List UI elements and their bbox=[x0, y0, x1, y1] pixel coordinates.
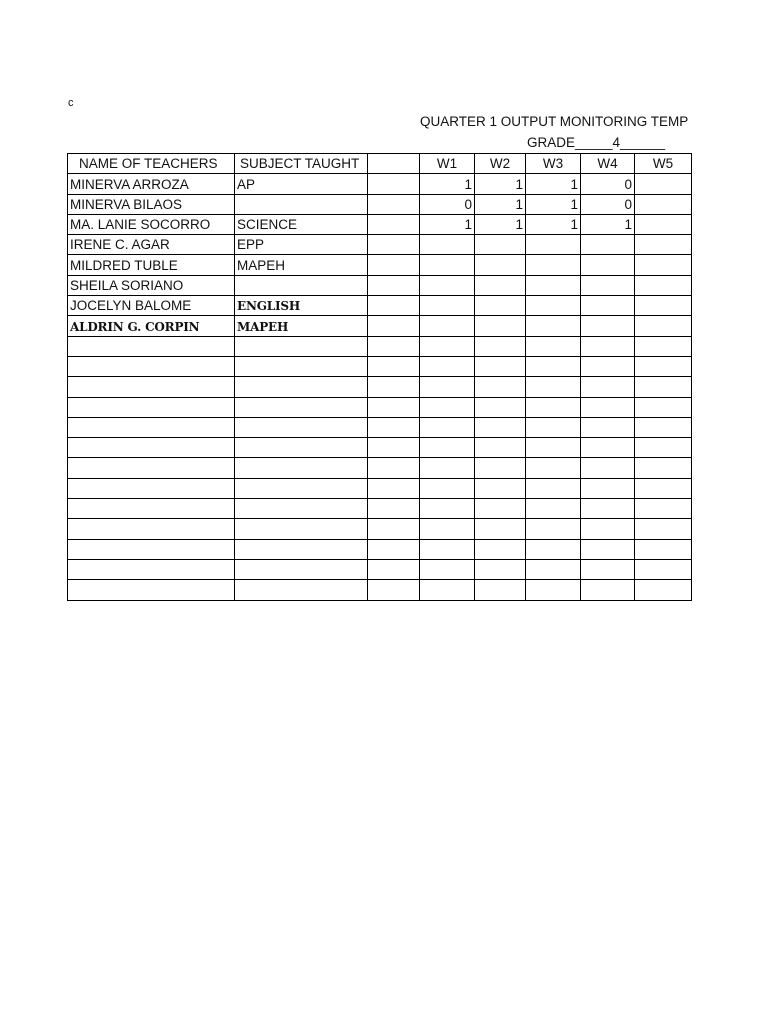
table-row bbox=[68, 397, 692, 417]
cell-w1 bbox=[420, 499, 475, 519]
cell-w5 bbox=[635, 478, 692, 498]
table-row bbox=[68, 417, 692, 437]
cell-w1 bbox=[420, 235, 475, 255]
table-row bbox=[68, 174, 692, 194]
cell-blank bbox=[368, 296, 420, 316]
cell-w3 bbox=[526, 519, 581, 539]
cell-w3 bbox=[526, 559, 581, 579]
cell-w1 bbox=[420, 559, 475, 579]
cell-w2 bbox=[475, 255, 526, 275]
cell-blank bbox=[368, 377, 420, 397]
cell-w1 bbox=[420, 255, 475, 275]
table-row bbox=[68, 194, 692, 214]
cell-w3 bbox=[526, 580, 581, 600]
cell-subject: MAPEH bbox=[235, 316, 368, 336]
cell-subject bbox=[235, 458, 368, 478]
cell-blank bbox=[368, 519, 420, 539]
header-w4: W4 bbox=[581, 154, 635, 174]
cell-w4: 0 bbox=[581, 194, 635, 214]
cell-blank bbox=[368, 214, 420, 234]
cell-subject bbox=[235, 417, 368, 437]
cell-w3 bbox=[526, 539, 581, 559]
cell-name bbox=[68, 438, 235, 458]
cell-subject bbox=[235, 519, 368, 539]
cell-w4 bbox=[581, 580, 635, 600]
cell-w1 bbox=[420, 296, 475, 316]
cell-w4 bbox=[581, 356, 635, 376]
cell-w3 bbox=[526, 377, 581, 397]
cell-blank bbox=[368, 194, 420, 214]
cell-w5 bbox=[635, 438, 692, 458]
cell-blank bbox=[368, 417, 420, 437]
cell-subject bbox=[235, 377, 368, 397]
cell-name bbox=[68, 458, 235, 478]
cell-w5 bbox=[635, 458, 692, 478]
cell-subject: AP bbox=[235, 174, 368, 194]
cell-w2 bbox=[475, 336, 526, 356]
cell-name: MINERVA ARROZA bbox=[68, 174, 235, 194]
cell-w4 bbox=[581, 559, 635, 579]
cell-w2 bbox=[475, 478, 526, 498]
table-row bbox=[68, 458, 692, 478]
cell-w2 bbox=[475, 539, 526, 559]
cell-subject: EPP bbox=[235, 235, 368, 255]
cell-w2 bbox=[475, 316, 526, 336]
cell-w2: 1 bbox=[475, 214, 526, 234]
cell-w4 bbox=[581, 458, 635, 478]
cell-w5 bbox=[635, 559, 692, 579]
cell-subject bbox=[235, 194, 368, 214]
cell-w5 bbox=[635, 316, 692, 336]
cell-w5 bbox=[635, 539, 692, 559]
cell-name bbox=[68, 336, 235, 356]
cell-w3 bbox=[526, 499, 581, 519]
cell-name bbox=[68, 580, 235, 600]
cell-w5 bbox=[635, 519, 692, 539]
table-row bbox=[68, 580, 692, 600]
cell-w1 bbox=[420, 519, 475, 539]
cell-w2 bbox=[475, 458, 526, 478]
cell-name bbox=[68, 499, 235, 519]
cell-subject: ENGLISH bbox=[235, 296, 368, 316]
cell-subject bbox=[235, 275, 368, 295]
cell-name: IRENE C. AGAR bbox=[68, 235, 235, 255]
cell-blank bbox=[368, 458, 420, 478]
cell-subject bbox=[235, 559, 368, 579]
table-row bbox=[68, 316, 692, 336]
cell-w2 bbox=[475, 235, 526, 255]
cell-w1 bbox=[420, 438, 475, 458]
cell-w5 bbox=[635, 275, 692, 295]
cell-name bbox=[68, 559, 235, 579]
cell-w5 bbox=[635, 336, 692, 356]
cell-w4 bbox=[581, 235, 635, 255]
cell-w4 bbox=[581, 255, 635, 275]
cell-name: JOCELYN BALOME bbox=[68, 296, 235, 316]
cell-name: MILDRED TUBLE bbox=[68, 255, 235, 275]
cell-w3 bbox=[526, 417, 581, 437]
grade-line: GRADE_____4______ bbox=[527, 135, 666, 150]
cell-w5 bbox=[635, 194, 692, 214]
cell-blank bbox=[368, 499, 420, 519]
cell-blank bbox=[368, 397, 420, 417]
table-row bbox=[68, 235, 692, 255]
cell-w2 bbox=[475, 296, 526, 316]
cell-w4 bbox=[581, 499, 635, 519]
cell-w1 bbox=[420, 458, 475, 478]
cell-w3 bbox=[526, 316, 581, 336]
cell-w2 bbox=[475, 559, 526, 579]
header-w5: W5 bbox=[635, 154, 692, 174]
cell-blank bbox=[368, 235, 420, 255]
cell-w1 bbox=[420, 417, 475, 437]
cell-w5 bbox=[635, 296, 692, 316]
document-title: QUARTER 1 OUTPUT MONITORING TEMP bbox=[420, 114, 689, 129]
cell-w2 bbox=[475, 356, 526, 376]
cell-w3: 1 bbox=[526, 194, 581, 214]
cell-w1: 1 bbox=[420, 214, 475, 234]
cell-w4 bbox=[581, 377, 635, 397]
cell-w4 bbox=[581, 478, 635, 498]
cell-blank bbox=[368, 478, 420, 498]
cell-name bbox=[68, 356, 235, 376]
header-subject-taught: SUBJECT TAUGHT bbox=[235, 154, 368, 174]
cell-w5 bbox=[635, 499, 692, 519]
cell-w3 bbox=[526, 235, 581, 255]
cell-w1 bbox=[420, 580, 475, 600]
cell-w2 bbox=[475, 519, 526, 539]
cell-subject bbox=[235, 397, 368, 417]
table-row bbox=[68, 255, 692, 275]
cell-w2: 1 bbox=[475, 174, 526, 194]
header-blank bbox=[368, 154, 420, 174]
cell-blank bbox=[368, 174, 420, 194]
cell-subject bbox=[235, 580, 368, 600]
table-row bbox=[68, 377, 692, 397]
header-w3: W3 bbox=[526, 154, 581, 174]
cell-w4 bbox=[581, 296, 635, 316]
cell-blank bbox=[368, 539, 420, 559]
cell-w5 bbox=[635, 417, 692, 437]
cell-w1 bbox=[420, 377, 475, 397]
cell-w1 bbox=[420, 397, 475, 417]
cell-w1 bbox=[420, 336, 475, 356]
table-row bbox=[68, 356, 692, 376]
cell-w1 bbox=[420, 356, 475, 376]
cell-w1: 0 bbox=[420, 194, 475, 214]
cell-w5 bbox=[635, 356, 692, 376]
cell-w4: 0 bbox=[581, 174, 635, 194]
cell-name bbox=[68, 539, 235, 559]
cell-name bbox=[68, 519, 235, 539]
cell-w2 bbox=[475, 417, 526, 437]
cell-blank bbox=[368, 438, 420, 458]
cell-blank bbox=[368, 356, 420, 376]
cell-w3 bbox=[526, 458, 581, 478]
cell-w4 bbox=[581, 519, 635, 539]
cell-subject bbox=[235, 539, 368, 559]
table-row bbox=[68, 275, 692, 295]
table-row bbox=[68, 296, 692, 316]
table-row bbox=[68, 559, 692, 579]
cell-blank bbox=[368, 559, 420, 579]
cell-w5 bbox=[635, 397, 692, 417]
cell-subject bbox=[235, 478, 368, 498]
cell-name: SHEILA SORIANO bbox=[68, 275, 235, 295]
table-row bbox=[68, 519, 692, 539]
cell-w4 bbox=[581, 336, 635, 356]
cell-w1 bbox=[420, 275, 475, 295]
table-row bbox=[68, 499, 692, 519]
cell-w2 bbox=[475, 438, 526, 458]
table-row bbox=[68, 438, 692, 458]
cell-w3 bbox=[526, 438, 581, 458]
cell-w5 bbox=[635, 377, 692, 397]
cell-w2 bbox=[475, 377, 526, 397]
cell-w4 bbox=[581, 539, 635, 559]
cell-w3: 1 bbox=[526, 214, 581, 234]
cell-w3 bbox=[526, 478, 581, 498]
cell-w2 bbox=[475, 397, 526, 417]
cell-w2: 1 bbox=[475, 194, 526, 214]
cell-name: MINERVA BILAOS bbox=[68, 194, 235, 214]
table-row bbox=[68, 539, 692, 559]
cell-w2 bbox=[475, 499, 526, 519]
cell-subject: SCIENCE bbox=[235, 214, 368, 234]
cell-subject bbox=[235, 356, 368, 376]
corner-mark: c bbox=[68, 97, 74, 109]
cell-w1 bbox=[420, 539, 475, 559]
cell-w3 bbox=[526, 255, 581, 275]
cell-w5 bbox=[635, 235, 692, 255]
cell-w3 bbox=[526, 356, 581, 376]
cell-w3 bbox=[526, 296, 581, 316]
cell-w1 bbox=[420, 316, 475, 336]
cell-w4 bbox=[581, 275, 635, 295]
cell-w5 bbox=[635, 580, 692, 600]
cell-w1: 1 bbox=[420, 174, 475, 194]
cell-w5 bbox=[635, 255, 692, 275]
cell-w4: 1 bbox=[581, 214, 635, 234]
cell-w4 bbox=[581, 417, 635, 437]
cell-name bbox=[68, 397, 235, 417]
cell-w1 bbox=[420, 478, 475, 498]
header-name-of-teachers: NAME OF TEACHERS bbox=[68, 154, 235, 174]
cell-blank bbox=[368, 580, 420, 600]
cell-blank bbox=[368, 275, 420, 295]
cell-name: ALDRIN G. CORPIN bbox=[68, 316, 235, 336]
cell-name: MA. LANIE SOCORRO bbox=[68, 214, 235, 234]
cell-subject bbox=[235, 438, 368, 458]
cell-blank bbox=[368, 316, 420, 336]
table-row bbox=[68, 478, 692, 498]
table-header-row bbox=[68, 154, 692, 174]
cell-w3: 1 bbox=[526, 174, 581, 194]
cell-w3 bbox=[526, 336, 581, 356]
cell-subject: MAPEH bbox=[235, 255, 368, 275]
cell-w4 bbox=[581, 316, 635, 336]
cell-w4 bbox=[581, 397, 635, 417]
cell-blank bbox=[368, 336, 420, 356]
cell-w3 bbox=[526, 397, 581, 417]
cell-name bbox=[68, 377, 235, 397]
cell-w2 bbox=[475, 580, 526, 600]
header-w2: W2 bbox=[475, 154, 526, 174]
cell-w5 bbox=[635, 214, 692, 234]
cell-w4 bbox=[581, 438, 635, 458]
cell-name bbox=[68, 417, 235, 437]
cell-name bbox=[68, 478, 235, 498]
cell-subject bbox=[235, 336, 368, 356]
table-row bbox=[68, 336, 692, 356]
cell-blank bbox=[368, 255, 420, 275]
header-w1: W1 bbox=[420, 154, 475, 174]
table-row bbox=[68, 214, 692, 234]
monitoring-table bbox=[67, 153, 692, 601]
cell-subject bbox=[235, 499, 368, 519]
cell-w3 bbox=[526, 275, 581, 295]
cell-w5 bbox=[635, 174, 692, 194]
cell-w2 bbox=[475, 275, 526, 295]
